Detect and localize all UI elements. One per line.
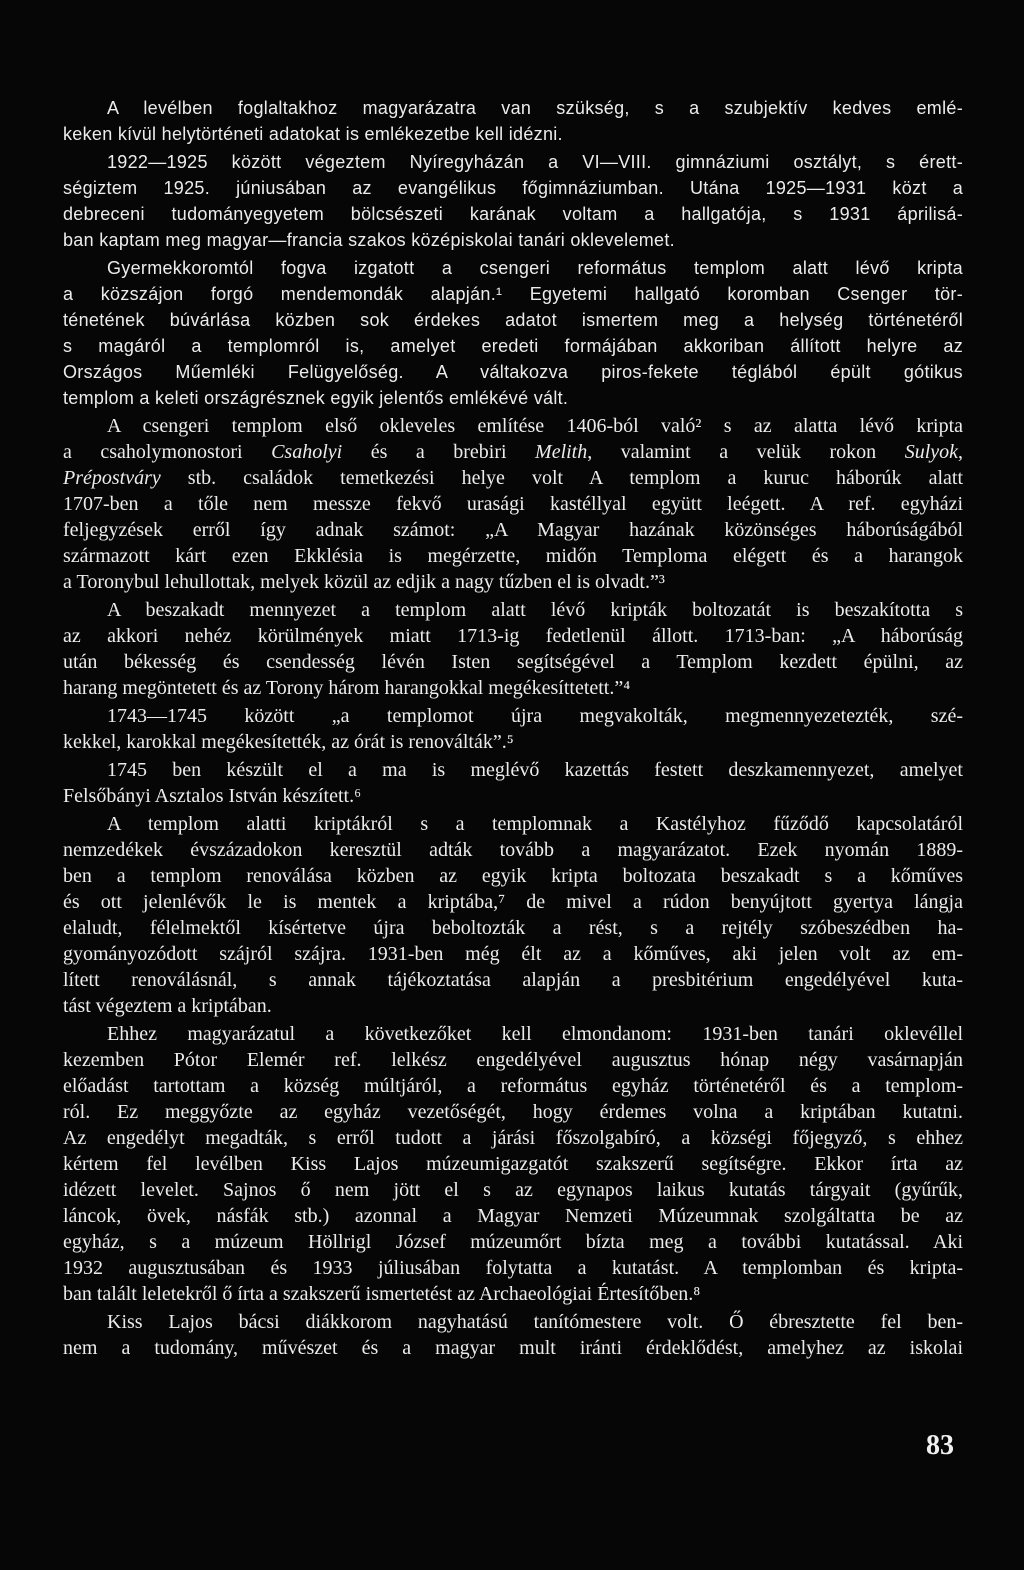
text-line: 1707-ben a tőle nem messze fekvő urasági kastéllyal együtt leégett. A ref. egyházi [63, 493, 963, 515]
emphasis-text: Sulyok [904, 441, 958, 463]
text-line: a Toronybul lehullottak, melyek közül az edjik a nagy tűzben el is olvadt.”³ [63, 571, 665, 593]
text-line: ben a templom renoválása közben az egyik kripta boltozata beszakadt s a kőműves [63, 865, 963, 887]
emphasis-text: Csaholyi [271, 441, 343, 463]
text-line: A csengeri templom első okleveles említése 1406-ból való² s az alatta lévő kripta [107, 415, 963, 437]
paragraph [63, 757, 963, 809]
text-segment: és a brebiri [342, 441, 536, 463]
text-line: keken kívül helytörténeti adatokat is emlékezetbe kell idézni. [63, 124, 563, 144]
text-line: Az engedélyt megadták, s erről tudott a járási főszolgabíró, a községi főjegyző, s ehhez [63, 1127, 963, 1149]
text-line: és ott jelenlévők le is mentek a kriptába,⁷ de mivel a rúdon benyújtott gyertya lángja [63, 891, 963, 913]
paragraph [63, 1021, 963, 1307]
text-line: A templom alatti kriptákról s a templomnak a Kastélyhoz fűződő kapcsolatáról [107, 813, 963, 835]
text-line: ban talált leletekről ő írta a szakszerű ismertetést az Archaeológiai Értesítőben.⁸ [63, 1283, 701, 1305]
text-line [63, 439, 963, 465]
text-line: feljegyzések erről így adnak számot: „A Magyar hazának közönséges háborúságából [63, 519, 963, 541]
text-line: származott kárt ezen Ekklésia is megérzette, midőn Temploma elégett és a harangok [63, 545, 963, 567]
paragraph [63, 255, 963, 411]
page-text [63, 95, 963, 1361]
text-line: egyház, s a múzeum Höllrigl József múzeumőrt bízta meg a további kutatással. Aki [63, 1231, 963, 1253]
page-number: 83 [926, 1430, 954, 1461]
text-line: Kiss Lajos bácsi diákkorom nagyhatású tanítómestere volt. Ő ébresztette fel ben- [107, 1311, 963, 1333]
paragraph [63, 413, 963, 595]
text-line: kértem fel levélben Kiss Lajos múzeumigazgatót szakszerű segítségre. Ekkor írta az [63, 1153, 963, 1175]
text-line: A beszakadt mennyezet a templom alatt lévő kripták boltozatát is beszakította s [107, 599, 963, 621]
text-line: ségiztem 1925. júniusában az evangélikus főgimnáziumban. Utána 1925—1931 közt a [63, 178, 963, 198]
paragraph [63, 1309, 963, 1361]
text-line: nem a tudomány, művészet és a magyar mult iránti érdeklődést, amelyhez az iskolai [63, 1337, 963, 1359]
text-line: láncok, övek, násfák stb.) azonnal a Magyar Nemzeti Múzeumnak szolgáltatta be az [63, 1205, 963, 1227]
text-line: kekkel, karokkal megékesítették, az órát is renoválták”.⁵ [63, 731, 514, 753]
text-line: Felsőbányi Asztalos István készített.⁶ [63, 785, 362, 807]
text-line [63, 465, 963, 491]
paragraph [63, 149, 963, 253]
text-segment: a csaholymonostori [63, 441, 272, 463]
text-segment: stb. családok temetkezési helye volt A templom a kuruc háborúk alatt [160, 467, 963, 489]
text-line: Gyermekkoromtól fogva izgatott a csengeri református templom alatt lévő kripta [107, 258, 963, 278]
text-line: 1932 augusztusában és 1933 júliusában folytatta a kutatást. A templomban és kripta- [63, 1257, 963, 1279]
text-line: 1743—1745 között „a templomot újra megvakolták, megmennyezetezték, szé- [107, 705, 963, 727]
text-line: a közszájon forgó mendemondák alapján.¹ Egyetemi hallgató koromban Csenger tör- [63, 284, 963, 304]
paragraph [63, 811, 963, 1019]
text-line: Országos Műemléki Felügyelőség. A váltakozva piros-fekete téglából épült gótikus [63, 362, 963, 382]
text-line: harang megöntetett és az Torony három harangokkal megékesíttetett.”⁴ [63, 677, 631, 699]
text-line: lített renoválásnál, s annak tájékoztatása alapján a presbitérium engedélyével kuta- [63, 969, 963, 991]
text-line: gyományozódott szájról szájra. 1931-ben még élt az a kőműves, aki jelen volt az em- [63, 943, 963, 965]
text-line: 1745 ben készült el a ma is meglévő kazettás festett deszkamennyezet, amelyet [107, 759, 963, 781]
text-line: elaludt, félelmektől kísértetve újra beboltozták a rést, s a rejtély szóbeszédben ha- [63, 917, 963, 939]
text-line: ténetének búvárlása közben sok érdekes adatot ismertem meg a helység történetéről [63, 310, 963, 330]
text-line: 1922—1925 között végeztem Nyíregyházán a VI—VIII. gimnáziumi osztályt, s érett- [107, 152, 963, 172]
emphasis-text: Melith [535, 441, 588, 463]
text-line: templom a keleti országrésznek egyik jelentős emlékévé vált. [63, 388, 569, 408]
text-line: kezemben Pótor Elemér ref. lelkész engedélyével augusztus hónap négy vasárnapján [63, 1049, 963, 1071]
emphasis-text: Prépostváry [63, 467, 161, 489]
text-line: tást végeztem a kriptában. [63, 995, 272, 1017]
text-line: A levélben foglaltakhoz magyarázatra van szükség, s a szubjektív kedves emlé- [107, 98, 963, 118]
paragraph [63, 95, 963, 147]
text-line: nemzedékek évszázadokon keresztül adták tovább a magyarázatot. Ezek nyomán 1889- [63, 839, 963, 861]
text-line: ban kaptam meg magyar—francia szakos középiskolai tanári oklevelemet. [63, 230, 675, 250]
text-line: előadást tartottam a község múltjáról, a református egyház történetéről és a templom- [63, 1075, 963, 1097]
text-segment: , [958, 441, 963, 463]
text-line: az akkori nehéz körülmények miatt 1713-ig fedetlenül állott. 1713-ban: „A háborúság [63, 625, 963, 647]
text-segment: , valamint a velük rokon [587, 441, 905, 463]
text-line: Ehhez magyarázatul a következőket kell elmondanom: 1931-ben tanári oklevéllel [107, 1023, 963, 1045]
paragraph [63, 703, 963, 755]
paragraph [63, 597, 963, 701]
text-line: debreceni tudományegyetem bölcsészeti karának voltam a hallgatója, s 1931 áprilisá- [63, 204, 963, 224]
text-line: s magáról a templomról is, amelyet eredeti formájában akkoriban állított helyre az [63, 336, 963, 356]
text-line: ról. Ez meggyőzte az egyház vezetőségét, hogy érdemes volna a kriptában kutatni. [63, 1101, 963, 1123]
text-line: idézett levelet. Sajnos ő nem jött el s az egynapos laikus kutatás tárgyait (gyűrűk, [63, 1179, 963, 1201]
text-line: után békesség és csendesség lévén Isten segítségével a Templom kezdett épülni, az [63, 651, 963, 673]
